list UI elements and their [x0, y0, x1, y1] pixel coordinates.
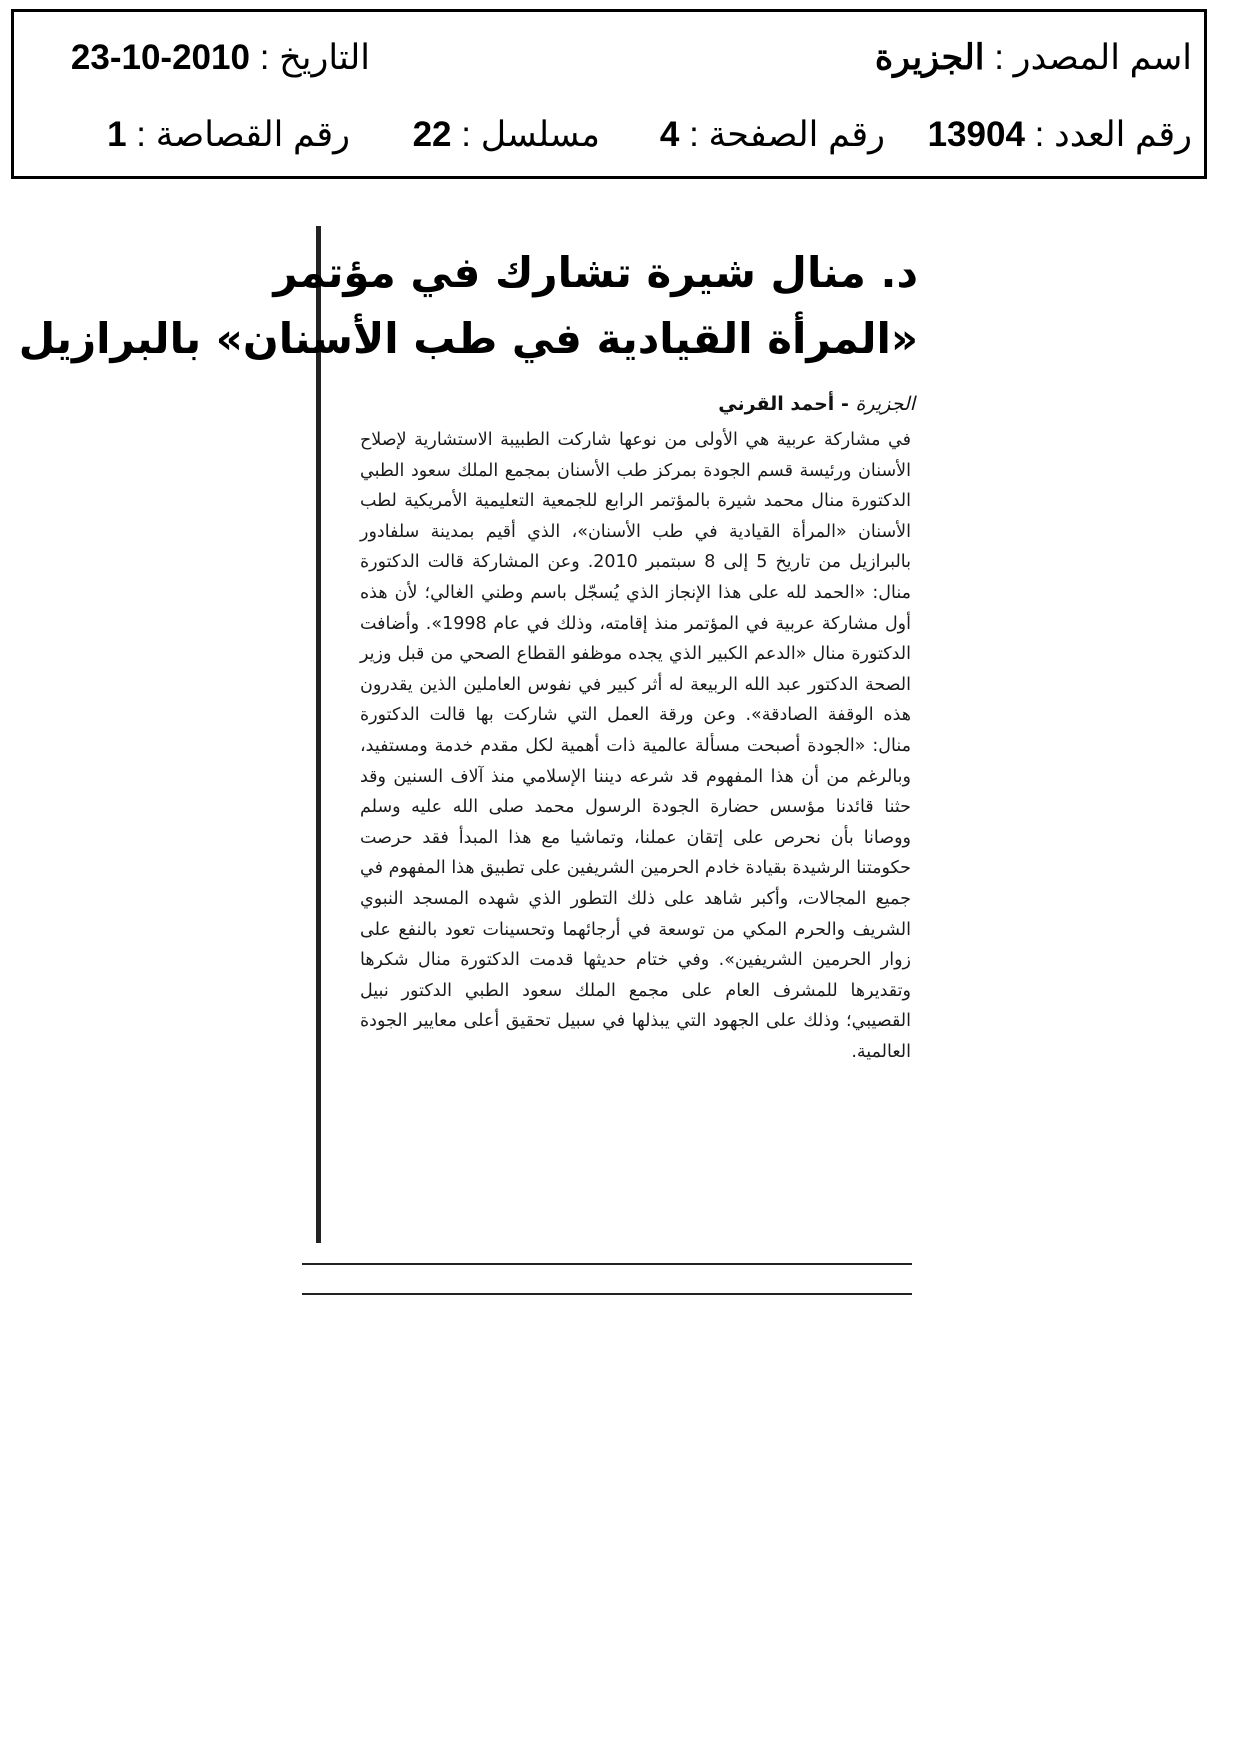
- issue-field: [928, 115, 1192, 155]
- clip-field: [107, 115, 350, 155]
- byline-paper-logo: الجزيرة: [855, 393, 915, 415]
- byline-separator: -: [834, 393, 856, 415]
- source-field: [875, 38, 1192, 78]
- bottom-rule-2: [302, 1293, 912, 1295]
- date-value: 2010-10-23: [70, 38, 250, 77]
- issue-value: 13904: [927, 115, 1025, 154]
- headline-line-1: د. منال شيرة تشارك في مؤتمر: [273, 248, 918, 297]
- headline-line-2: «المرأة القيادية في طب الأسنان» بالبرازيل: [18, 314, 918, 363]
- bottom-rule-1: [302, 1263, 912, 1265]
- date-field: [71, 38, 370, 78]
- article-headline: [19, 240, 918, 372]
- column-rule: [316, 226, 321, 1243]
- serial-value: 22: [412, 115, 452, 154]
- article-body: في مشاركة عربية هي الأولى من نوعها شاركت الطبيبة الاستشارية لإصلاح الأسنان ورئيسة قسم الجودة بمركز طب الأسنان بمجمع الملك سعود الطبي الدكتورة منال محمد شيرة بالمؤتمر الرابع للجمعية التعليمية الأمريكية لطب الأسنان «المرأة القيادية في طب الأسنان»، الذي أقيم بمدينة سلفادور بالبرازيل من تاريخ 5 إلى 8 سبتمبر 2010. وعن المشاركة قالت الدكتورة منال: «الحمد لله على هذا الإنجاز الذي يُسجّل باسم وطني الغالي؛ لأن هذه أول مشاركة عربية في المؤتمر منذ إقامته، وذلك في عام 1998». وأضافت الدكتورة منال «الدعم الكبير الذي يجده موظفو القطاع الصحي من قبل وزير الصحة الدكتور عبد الله الربيعة له أثر كبير في نفوس العاملين الذين يقدرون هذه الوقفة الصادقة». وعن ورقة العمل التي شاركت بها قالت الدكتورة منال: «الجودة أصبحت مسألة عالمية ذات أهمية لكل مقدم خدمة ومستفيد، وبالرغم من أن هذا المفهوم قد شرعه ديننا الإسلامي منذ آلاف السنين وقد حثنا قائدنا مؤسس حضارة الجودة الرسول محمد صلى الله عليه وسلم ووصانا بأن نحرص على إتقان عملنا، وتماشيا مع هذا المبدأ فقد حرصت حكومتنا الرشيدة بقيادة خادم الحرمين الشريفين على تطبيق هذا المفهوم في جميع المجالات، وأكبر شاهد على ذلك التطور الذي شهده المسجد النبوي الشريف والحرم المكي من توسعة في أرجائهما وتحسينات تعود بالنفع على زوار الحرمين الشريفين». وفي ختام حديثها قدمت الدكتورة منال شكرها وتقديرها للمشرف العام على مجمع الملك سعود الطبي الدكتور نبيل القصيبي؛ وذلك على الجهود التي يبذلها في سبيل تحقيق أعلى معايير الجودة العالمية.: [360, 430, 911, 1062]
- clip-value: 1: [107, 115, 127, 154]
- clip-label: رقم القصاصة :: [136, 115, 350, 154]
- byline-author: أحمد القرني: [718, 393, 835, 415]
- serial-label: مسلسل :: [461, 115, 600, 154]
- page-field: [660, 115, 885, 155]
- article-byline: [718, 393, 915, 415]
- page-value: 4: [659, 115, 680, 154]
- issue-label: رقم العدد :: [1034, 115, 1192, 154]
- date-label: التاريخ :: [259, 38, 370, 77]
- page-label: رقم الصفحة :: [689, 115, 885, 154]
- source-value: الجزيرة: [874, 38, 985, 77]
- source-label: اسم المصدر :: [994, 38, 1192, 77]
- serial-field: [413, 115, 600, 155]
